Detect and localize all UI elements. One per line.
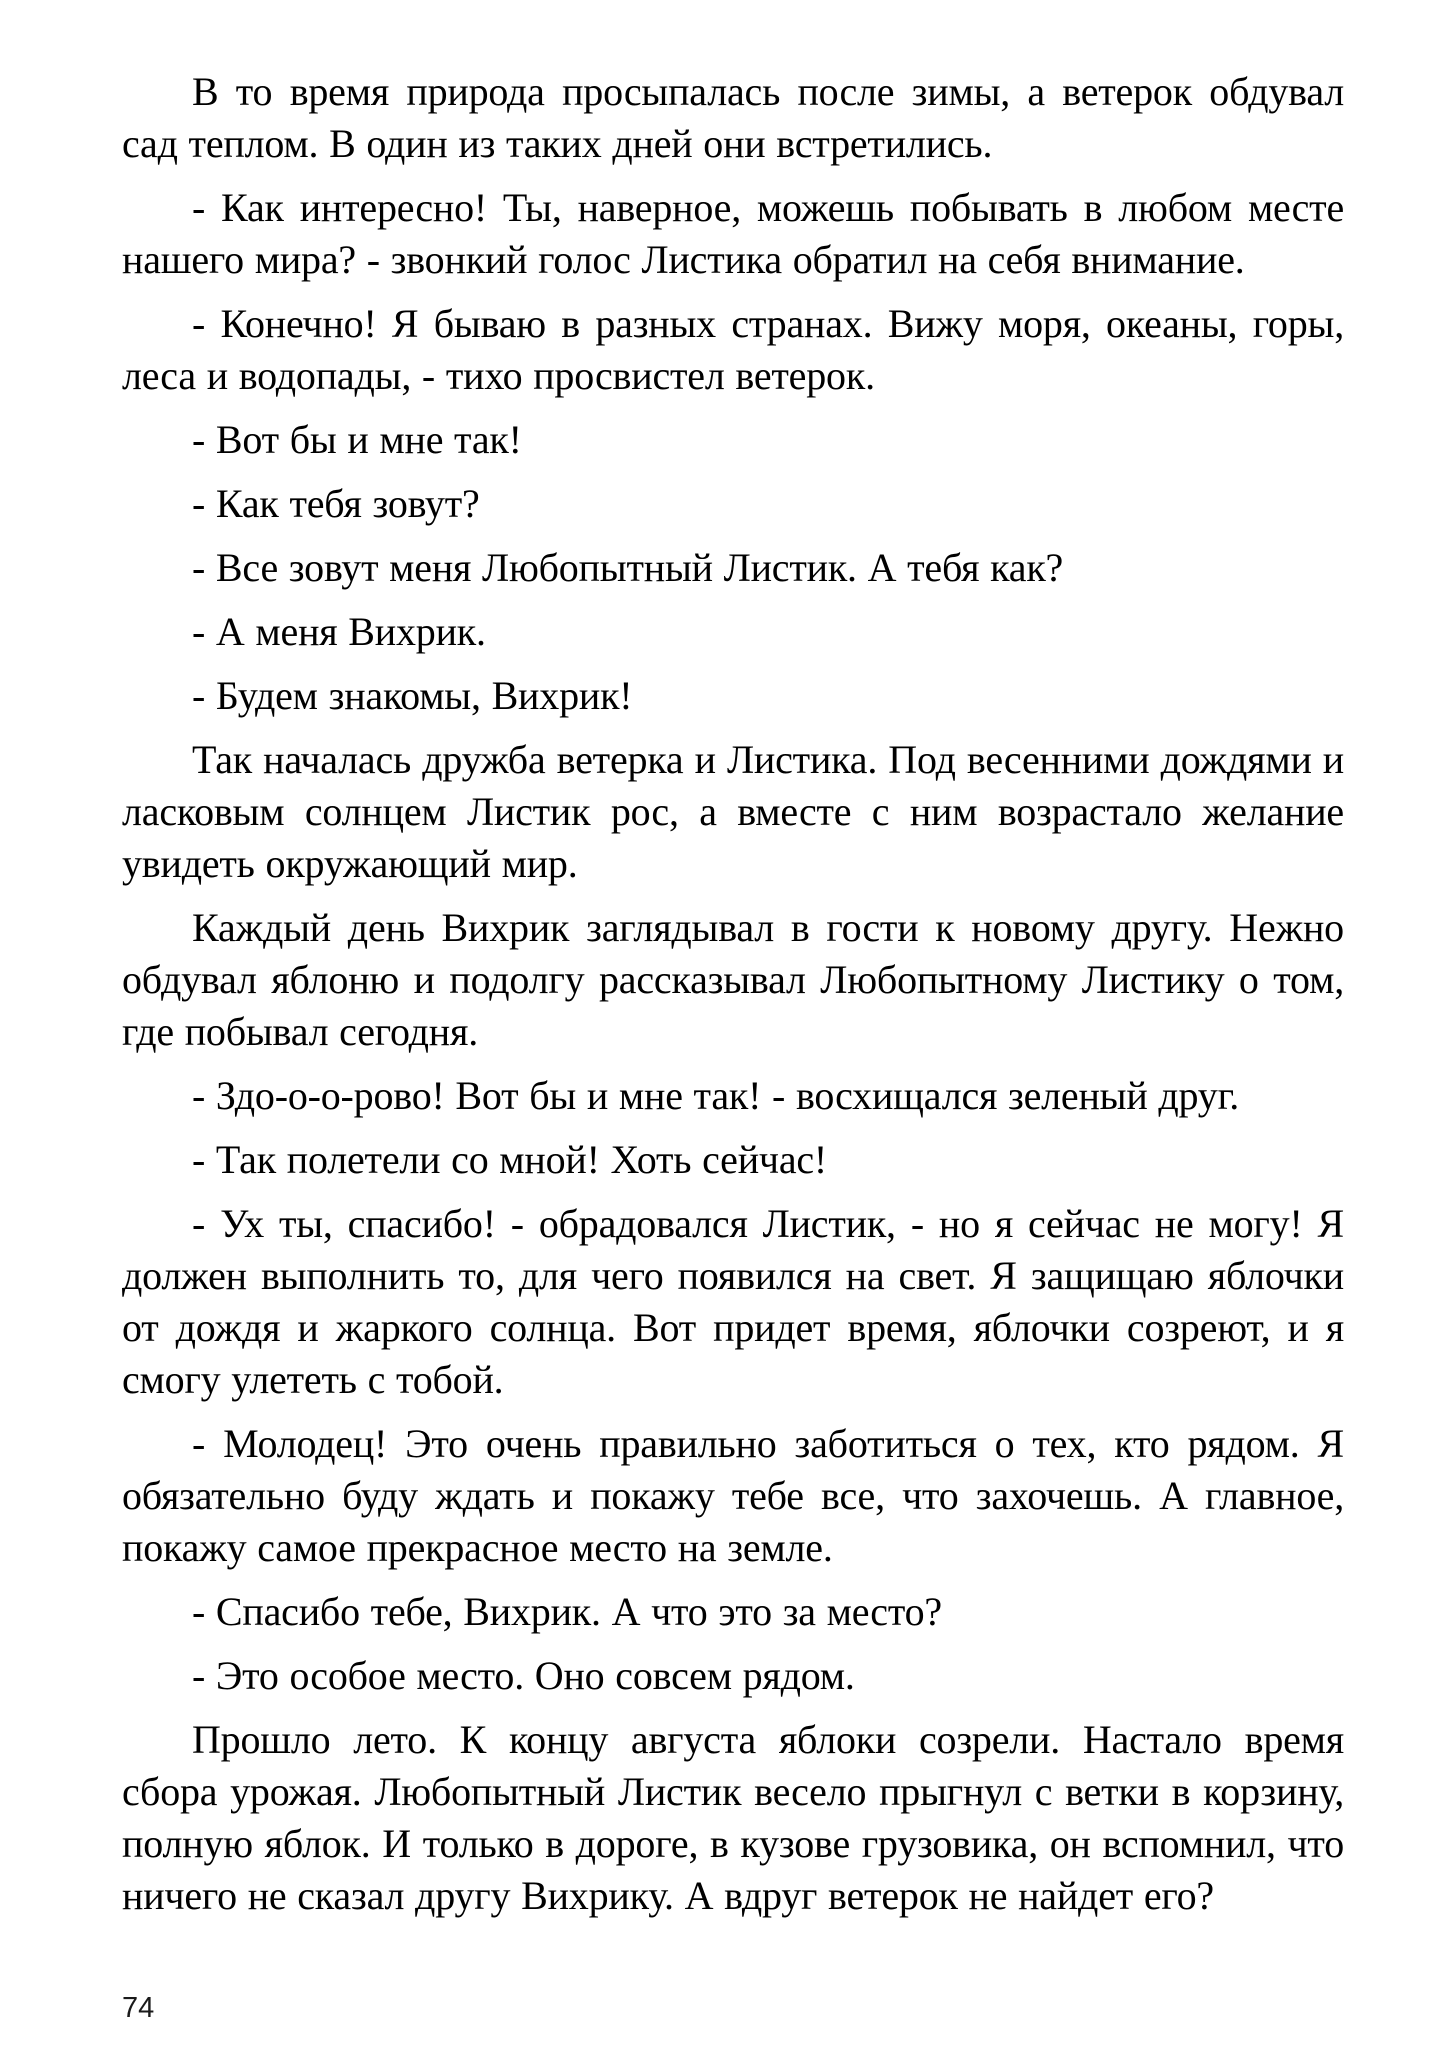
page-number: 74 <box>122 1992 155 2024</box>
story-paragraph: - Как интересно! Ты, наверное, можешь побывать в любом месте нашего мира? - звонкий голос Листика обратил на себя внимание. <box>122 185 1344 282</box>
story-text-block <box>122 66 1344 1934</box>
story-paragraph: В то время природа просыпалась после зимы, а ветерок обдувал сад теплом. В один из таких дней они встретились. <box>122 69 1344 166</box>
story-paragraph: - Это особое место. Оно совсем рядом. <box>192 1653 855 1698</box>
story-paragraph: - Ух ты, спасибо! - обрадовался Листик, - но я сейчас не могу! Я должен выполнить то, для чего появился на свет. Я защищаю яблочки от дождя и жаркого солнца. Вот придет время, яблочки созреют, и я смогу улететь с тобой. <box>122 1201 1344 1402</box>
story-paragraph: - Как тебя зовут? <box>192 481 480 526</box>
story-paragraph: - Вот бы и мне так! <box>192 417 522 462</box>
story-paragraph: - Так полетели со мной! Хоть сейчас! <box>192 1137 828 1182</box>
story-paragraph: - Спасибо тебе, Вихрик. А что это за место? <box>192 1589 942 1634</box>
story-paragraph: - Будем знакомы, Вихрик! <box>192 673 633 718</box>
story-paragraph: Каждый день Вихрик заглядывал в гости к новому другу. Нежно обдувал яблоню и подолгу рассказывал Любопытному Листику о том, где побывал сегодня. <box>122 905 1344 1054</box>
story-paragraph: - Все зовут меня Любопытный Листик. А тебя как? <box>192 545 1064 590</box>
story-paragraph: - А меня Вихрик. <box>192 609 486 654</box>
story-paragraph: - Конечно! Я бываю в разных странах. Вижу моря, океаны, горы, леса и водопады, - тихо просвистел ветерок. <box>122 301 1344 398</box>
story-paragraph: Прошло лето. К концу августа яблоки созрели. Настало время сбора урожая. Любопытный Листик весело прыгнул с ветки в корзину, полную яблок. И только в дороге, в кузове грузовика, он вспомнил, что ничего не сказал другу Вихрику. А вдруг ветерок не найдет его? <box>122 1717 1344 1918</box>
story-paragraph: - Молодец! Это очень правильно заботиться о тех, кто рядом. Я обязательно буду ждать и покажу тебе все, что захочешь. А главное, покажу самое прекрасное место на земле. <box>122 1421 1344 1570</box>
story-paragraph: Так началась дружба ветерка и Листика. Под весенними дождями и ласковым солнцем Листик рос, а вместе с ним возрастало желание увидеть окружающий мир. <box>122 737 1344 886</box>
story-paragraph: - Здо-о-о-рово! Вот бы и мне так! - восхищался зеленый друг. <box>192 1073 1240 1118</box>
